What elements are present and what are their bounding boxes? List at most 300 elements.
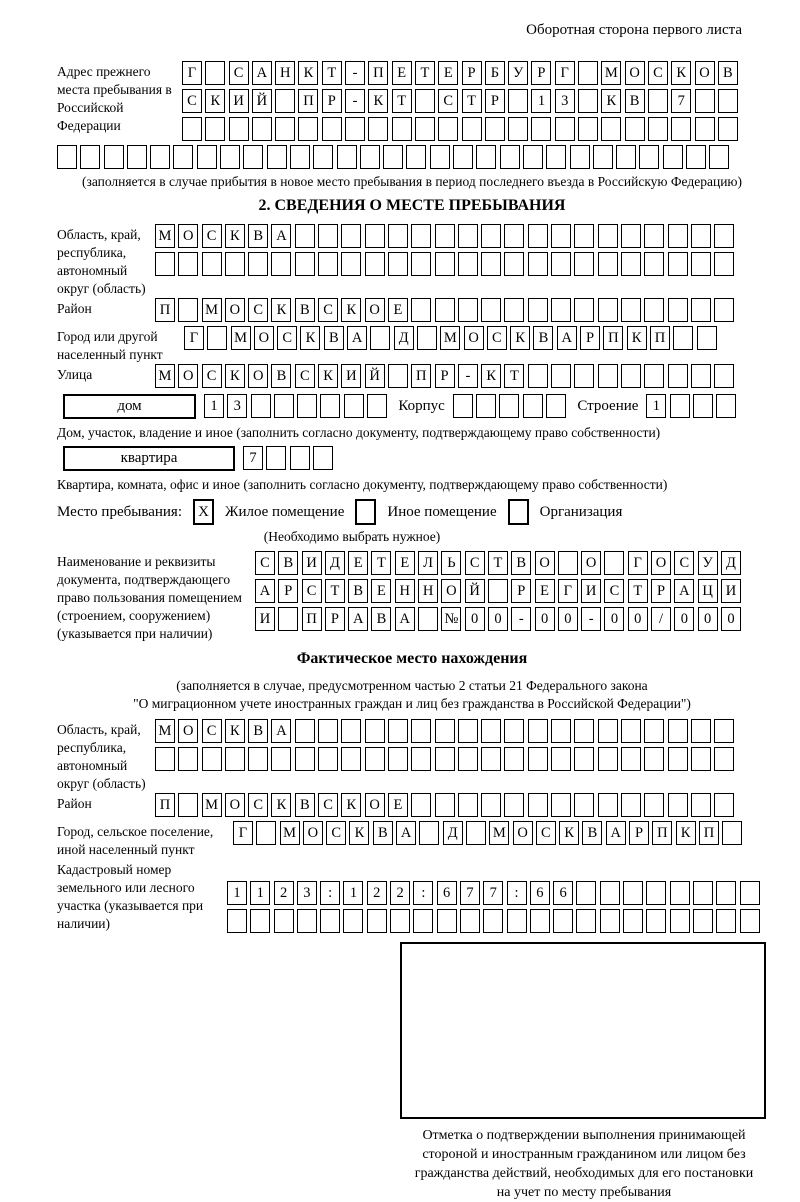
char-cell[interactable] (671, 117, 691, 141)
char-cell[interactable]: С (182, 89, 202, 113)
char-cell[interactable] (553, 909, 573, 933)
char-cell[interactable] (574, 298, 594, 322)
char-cell[interactable]: 0 (674, 607, 694, 631)
char-cell[interactable]: О (178, 224, 198, 248)
char-cell[interactable]: К (271, 298, 291, 322)
char-cell[interactable] (670, 909, 690, 933)
char-cell[interactable] (341, 252, 361, 276)
char-cell[interactable]: В (373, 821, 393, 845)
char-cell[interactable]: Г (182, 61, 202, 85)
char-cell[interactable] (574, 224, 594, 248)
char-cell[interactable] (714, 252, 734, 276)
char-cell[interactable] (623, 881, 643, 905)
char-cell[interactable]: Д (721, 551, 741, 575)
char-cell[interactable]: К (318, 364, 338, 388)
char-cell[interactable]: П (155, 793, 175, 817)
char-cell[interactable] (695, 117, 715, 141)
char-cell[interactable]: М (280, 821, 300, 845)
char-cell[interactable] (621, 224, 641, 248)
char-cell[interactable] (578, 89, 598, 113)
char-cell[interactable] (483, 909, 503, 933)
char-cell[interactable] (551, 747, 571, 771)
char-cell[interactable] (555, 117, 575, 141)
char-cell[interactable] (365, 224, 385, 248)
char-cell[interactable] (411, 793, 431, 817)
char-cell[interactable]: 2 (367, 881, 387, 905)
char-cell[interactable]: Й (365, 364, 385, 388)
char-cell[interactable] (528, 793, 548, 817)
char-cell[interactable] (243, 145, 263, 169)
char-cell[interactable] (411, 224, 431, 248)
char-cell[interactable]: Ь (441, 551, 461, 575)
char-cell[interactable] (365, 747, 385, 771)
char-cell[interactable]: Т (462, 89, 482, 113)
char-cell[interactable]: : (413, 881, 433, 905)
char-cell[interactable] (574, 793, 594, 817)
char-cell[interactable] (466, 821, 486, 845)
char-cell[interactable]: К (271, 793, 291, 817)
char-cell[interactable]: К (205, 89, 225, 113)
char-cell[interactable] (644, 747, 664, 771)
char-cell[interactable] (415, 117, 435, 141)
char-cell[interactable] (644, 224, 664, 248)
char-cell[interactable] (598, 252, 618, 276)
char-cell[interactable] (458, 224, 478, 248)
char-cell[interactable] (598, 747, 618, 771)
char-cell[interactable]: Е (348, 551, 368, 575)
char-cell[interactable]: К (559, 821, 579, 845)
char-cell[interactable] (367, 394, 387, 418)
char-cell[interactable] (695, 89, 715, 113)
char-cell[interactable] (437, 909, 457, 933)
char-cell[interactable]: У (698, 551, 718, 575)
char-cell[interactable]: О (254, 326, 274, 350)
char-cell[interactable]: К (225, 224, 245, 248)
char-cell[interactable]: К (225, 364, 245, 388)
char-cell[interactable] (691, 364, 711, 388)
char-cell[interactable]: Е (395, 551, 415, 575)
char-cell[interactable]: К (341, 298, 361, 322)
char-cell[interactable]: М (155, 719, 175, 743)
char-cell[interactable]: - (581, 607, 601, 631)
char-cell[interactable]: К (300, 326, 320, 350)
char-cell[interactable] (290, 145, 310, 169)
char-cell[interactable] (453, 145, 473, 169)
char-cell[interactable]: М (489, 821, 509, 845)
char-cell[interactable] (714, 793, 734, 817)
char-cell[interactable] (435, 298, 455, 322)
char-cell[interactable] (322, 117, 342, 141)
char-cell[interactable] (551, 793, 571, 817)
char-cell[interactable] (668, 298, 688, 322)
char-cell[interactable] (344, 394, 364, 418)
char-cell[interactable]: Г (558, 579, 578, 603)
char-cell[interactable] (668, 719, 688, 743)
char-cell[interactable] (252, 117, 272, 141)
char-cell[interactable]: С (326, 821, 346, 845)
char-cell[interactable]: А (557, 326, 577, 350)
char-cell[interactable] (644, 719, 664, 743)
char-cell[interactable] (481, 252, 501, 276)
char-cell[interactable]: 1 (227, 881, 247, 905)
char-cell[interactable] (693, 909, 713, 933)
char-cell[interactable] (504, 298, 524, 322)
char-cell[interactable]: С (202, 364, 222, 388)
char-cell[interactable]: О (535, 551, 555, 575)
char-cell[interactable] (207, 326, 227, 350)
char-cell[interactable]: А (395, 607, 415, 631)
char-cell[interactable] (576, 909, 596, 933)
char-cell[interactable]: М (155, 364, 175, 388)
char-cell[interactable] (551, 298, 571, 322)
char-cell[interactable]: О (464, 326, 484, 350)
char-cell[interactable] (341, 224, 361, 248)
char-cell[interactable]: 1 (343, 881, 363, 905)
char-cell[interactable]: Й (465, 579, 485, 603)
char-cell[interactable]: 1 (646, 394, 666, 418)
char-cell[interactable]: С (487, 326, 507, 350)
char-cell[interactable] (531, 117, 551, 141)
char-cell[interactable]: Й (252, 89, 272, 113)
char-cell[interactable] (598, 793, 618, 817)
char-cell[interactable]: Л (418, 551, 438, 575)
char-cell[interactable] (225, 747, 245, 771)
char-cell[interactable]: И (581, 579, 601, 603)
char-cell[interactable]: Е (535, 579, 555, 603)
char-cell[interactable] (368, 117, 388, 141)
char-cell[interactable]: Т (415, 61, 435, 85)
char-cell[interactable]: В (271, 364, 291, 388)
char-cell[interactable]: С (674, 551, 694, 575)
char-cell[interactable] (593, 145, 613, 169)
char-cell[interactable]: Р (651, 579, 671, 603)
char-cell[interactable]: 1 (531, 89, 551, 113)
char-cell[interactable]: С (536, 821, 556, 845)
char-cell[interactable] (173, 145, 193, 169)
char-cell[interactable] (504, 747, 524, 771)
char-cell[interactable] (691, 793, 711, 817)
char-cell[interactable] (225, 252, 245, 276)
char-cell[interactable]: 0 (628, 607, 648, 631)
house-field-box[interactable]: дом (63, 394, 196, 419)
char-cell[interactable]: В (324, 326, 344, 350)
char-cell[interactable]: С (248, 793, 268, 817)
char-cell[interactable] (392, 117, 412, 141)
char-cell[interactable] (576, 881, 596, 905)
char-cell[interactable] (714, 298, 734, 322)
char-cell[interactable] (528, 364, 548, 388)
char-cell[interactable]: 0 (488, 607, 508, 631)
char-cell[interactable]: В (278, 551, 298, 575)
char-cell[interactable]: 2 (274, 881, 294, 905)
char-cell[interactable] (578, 61, 598, 85)
char-cell[interactable]: Е (392, 61, 412, 85)
char-cell[interactable] (295, 719, 315, 743)
char-cell[interactable] (435, 793, 455, 817)
char-cell[interactable] (523, 394, 543, 418)
char-cell[interactable] (365, 252, 385, 276)
char-cell[interactable] (740, 881, 760, 905)
char-cell[interactable] (621, 793, 641, 817)
char-cell[interactable] (345, 117, 365, 141)
char-cell[interactable] (663, 145, 683, 169)
char-cell[interactable] (365, 719, 385, 743)
char-cell[interactable] (266, 446, 286, 470)
char-cell[interactable]: О (365, 793, 385, 817)
char-cell[interactable] (127, 145, 147, 169)
char-cell[interactable] (453, 394, 473, 418)
char-cell[interactable]: А (348, 607, 368, 631)
char-cell[interactable] (435, 224, 455, 248)
char-cell[interactable]: С (295, 364, 315, 388)
char-cell[interactable] (318, 719, 338, 743)
char-cell[interactable] (504, 252, 524, 276)
char-cell[interactable]: К (671, 61, 691, 85)
char-cell[interactable] (551, 252, 571, 276)
char-cell[interactable]: В (625, 89, 645, 113)
char-cell[interactable] (670, 881, 690, 905)
char-cell[interactable]: А (396, 821, 416, 845)
char-cell[interactable] (691, 252, 711, 276)
char-cell[interactable] (693, 881, 713, 905)
char-cell[interactable] (178, 793, 198, 817)
char-cell[interactable] (504, 719, 524, 743)
char-cell[interactable] (80, 145, 100, 169)
char-cell[interactable] (481, 719, 501, 743)
char-cell[interactable] (639, 145, 659, 169)
char-cell[interactable]: М (231, 326, 251, 350)
char-cell[interactable] (220, 145, 240, 169)
char-cell[interactable] (646, 909, 666, 933)
char-cell[interactable]: В (582, 821, 602, 845)
char-cell[interactable] (546, 145, 566, 169)
char-cell[interactable]: К (676, 821, 696, 845)
char-cell[interactable]: К (298, 61, 318, 85)
char-cell[interactable]: 7 (671, 89, 691, 113)
char-cell[interactable]: Р (485, 89, 505, 113)
char-cell[interactable] (295, 747, 315, 771)
char-cell[interactable]: П (155, 298, 175, 322)
char-cell[interactable] (648, 117, 668, 141)
char-cell[interactable] (551, 224, 571, 248)
checkbox-organization[interactable] (508, 499, 529, 525)
char-cell[interactable]: Ц (698, 579, 718, 603)
char-cell[interactable] (621, 252, 641, 276)
char-cell[interactable]: : (507, 881, 527, 905)
char-cell[interactable] (178, 298, 198, 322)
char-cell[interactable]: В (295, 298, 315, 322)
char-cell[interactable] (411, 252, 431, 276)
char-cell[interactable] (418, 607, 438, 631)
char-cell[interactable] (476, 394, 496, 418)
char-cell[interactable] (417, 326, 437, 350)
char-cell[interactable]: С (202, 224, 222, 248)
char-cell[interactable] (390, 909, 410, 933)
char-cell[interactable] (271, 252, 291, 276)
char-cell[interactable]: / (651, 607, 671, 631)
char-cell[interactable]: С (277, 326, 297, 350)
char-cell[interactable]: О (625, 61, 645, 85)
char-cell[interactable]: К (349, 821, 369, 845)
char-cell[interactable]: № (441, 607, 461, 631)
char-cell[interactable] (481, 298, 501, 322)
char-cell[interactable] (621, 298, 641, 322)
char-cell[interactable] (337, 145, 357, 169)
char-cell[interactable] (155, 252, 175, 276)
char-cell[interactable] (150, 145, 170, 169)
char-cell[interactable] (670, 394, 690, 418)
char-cell[interactable] (367, 909, 387, 933)
char-cell[interactable] (313, 145, 333, 169)
char-cell[interactable] (202, 252, 222, 276)
char-cell[interactable] (318, 224, 338, 248)
char-cell[interactable]: 6 (530, 881, 550, 905)
char-cell[interactable] (248, 252, 268, 276)
char-cell[interactable] (278, 607, 298, 631)
char-cell[interactable]: - (345, 89, 365, 113)
char-cell[interactable]: 7 (483, 881, 503, 905)
char-cell[interactable]: Е (388, 793, 408, 817)
char-cell[interactable]: 0 (698, 607, 718, 631)
char-cell[interactable]: В (348, 579, 368, 603)
char-cell[interactable]: Т (392, 89, 412, 113)
char-cell[interactable] (388, 224, 408, 248)
char-cell[interactable]: Р (629, 821, 649, 845)
char-cell[interactable] (411, 298, 431, 322)
char-cell[interactable]: К (341, 793, 361, 817)
char-cell[interactable]: С (302, 579, 322, 603)
char-cell[interactable]: С (465, 551, 485, 575)
char-cell[interactable]: Т (504, 364, 524, 388)
checkbox-residential[interactable]: X (193, 499, 214, 525)
char-cell[interactable] (205, 117, 225, 141)
char-cell[interactable] (229, 117, 249, 141)
char-cell[interactable]: К (601, 89, 621, 113)
char-cell[interactable] (508, 117, 528, 141)
char-cell[interactable] (508, 89, 528, 113)
char-cell[interactable] (182, 117, 202, 141)
char-cell[interactable] (481, 793, 501, 817)
char-cell[interactable]: Н (395, 579, 415, 603)
char-cell[interactable]: В (718, 61, 738, 85)
char-cell[interactable] (481, 747, 501, 771)
char-cell[interactable]: 3 (297, 881, 317, 905)
char-cell[interactable] (500, 145, 520, 169)
char-cell[interactable]: О (178, 364, 198, 388)
char-cell[interactable]: О (513, 821, 533, 845)
char-cell[interactable]: Р (511, 579, 531, 603)
char-cell[interactable]: - (345, 61, 365, 85)
char-cell[interactable] (419, 821, 439, 845)
char-cell[interactable]: В (295, 793, 315, 817)
char-cell[interactable]: А (271, 224, 291, 248)
char-cell[interactable]: 3 (227, 394, 247, 418)
char-cell[interactable]: С (648, 61, 668, 85)
char-cell[interactable] (488, 579, 508, 603)
char-cell[interactable] (716, 394, 736, 418)
char-cell[interactable] (601, 117, 621, 141)
char-cell[interactable] (462, 117, 482, 141)
char-cell[interactable]: 0 (604, 607, 624, 631)
char-cell[interactable]: Н (418, 579, 438, 603)
char-cell[interactable] (673, 326, 693, 350)
char-cell[interactable]: Т (488, 551, 508, 575)
char-cell[interactable] (623, 909, 643, 933)
char-cell[interactable] (341, 747, 361, 771)
char-cell[interactable]: П (652, 821, 672, 845)
char-cell[interactable]: Р (580, 326, 600, 350)
char-cell[interactable] (202, 747, 222, 771)
char-cell[interactable] (504, 793, 524, 817)
char-cell[interactable]: О (441, 579, 461, 603)
char-cell[interactable] (551, 719, 571, 743)
char-cell[interactable] (197, 145, 217, 169)
char-cell[interactable]: О (651, 551, 671, 575)
char-cell[interactable]: И (721, 579, 741, 603)
char-cell[interactable]: : (320, 881, 340, 905)
char-cell[interactable]: О (365, 298, 385, 322)
char-cell[interactable] (722, 821, 742, 845)
char-cell[interactable] (155, 747, 175, 771)
char-cell[interactable] (435, 747, 455, 771)
char-cell[interactable] (714, 364, 734, 388)
char-cell[interactable]: С (318, 298, 338, 322)
char-cell[interactable]: О (178, 719, 198, 743)
char-cell[interactable] (686, 145, 706, 169)
char-cell[interactable]: Е (438, 61, 458, 85)
char-cell[interactable]: Д (394, 326, 414, 350)
char-cell[interactable]: А (347, 326, 367, 350)
char-cell[interactable]: К (481, 364, 501, 388)
char-cell[interactable] (318, 747, 338, 771)
char-cell[interactable]: И (229, 89, 249, 113)
char-cell[interactable] (415, 89, 435, 113)
char-cell[interactable]: П (650, 326, 670, 350)
char-cell[interactable] (644, 252, 664, 276)
char-cell[interactable] (227, 909, 247, 933)
char-cell[interactable]: С (438, 89, 458, 113)
char-cell[interactable] (320, 909, 340, 933)
char-cell[interactable] (691, 719, 711, 743)
char-cell[interactable] (528, 298, 548, 322)
char-cell[interactable] (297, 909, 317, 933)
char-cell[interactable]: И (341, 364, 361, 388)
char-cell[interactable] (621, 364, 641, 388)
char-cell[interactable]: 0 (721, 607, 741, 631)
char-cell[interactable]: К (510, 326, 530, 350)
char-cell[interactable] (435, 252, 455, 276)
char-cell[interactable]: П (368, 61, 388, 85)
char-cell[interactable] (709, 145, 729, 169)
char-cell[interactable] (178, 747, 198, 771)
char-cell[interactable] (598, 719, 618, 743)
char-cell[interactable] (528, 224, 548, 248)
char-cell[interactable] (551, 364, 571, 388)
char-cell[interactable] (644, 793, 664, 817)
char-cell[interactable] (528, 252, 548, 276)
char-cell[interactable]: У (508, 61, 528, 85)
char-cell[interactable]: П (603, 326, 623, 350)
char-cell[interactable]: 1 (204, 394, 224, 418)
char-cell[interactable]: 7 (243, 446, 263, 470)
char-cell[interactable]: - (458, 364, 478, 388)
char-cell[interactable]: Г (184, 326, 204, 350)
char-cell[interactable] (295, 224, 315, 248)
char-cell[interactable]: А (252, 61, 272, 85)
char-cell[interactable] (646, 881, 666, 905)
char-cell[interactable] (275, 117, 295, 141)
char-cell[interactable]: С (202, 719, 222, 743)
